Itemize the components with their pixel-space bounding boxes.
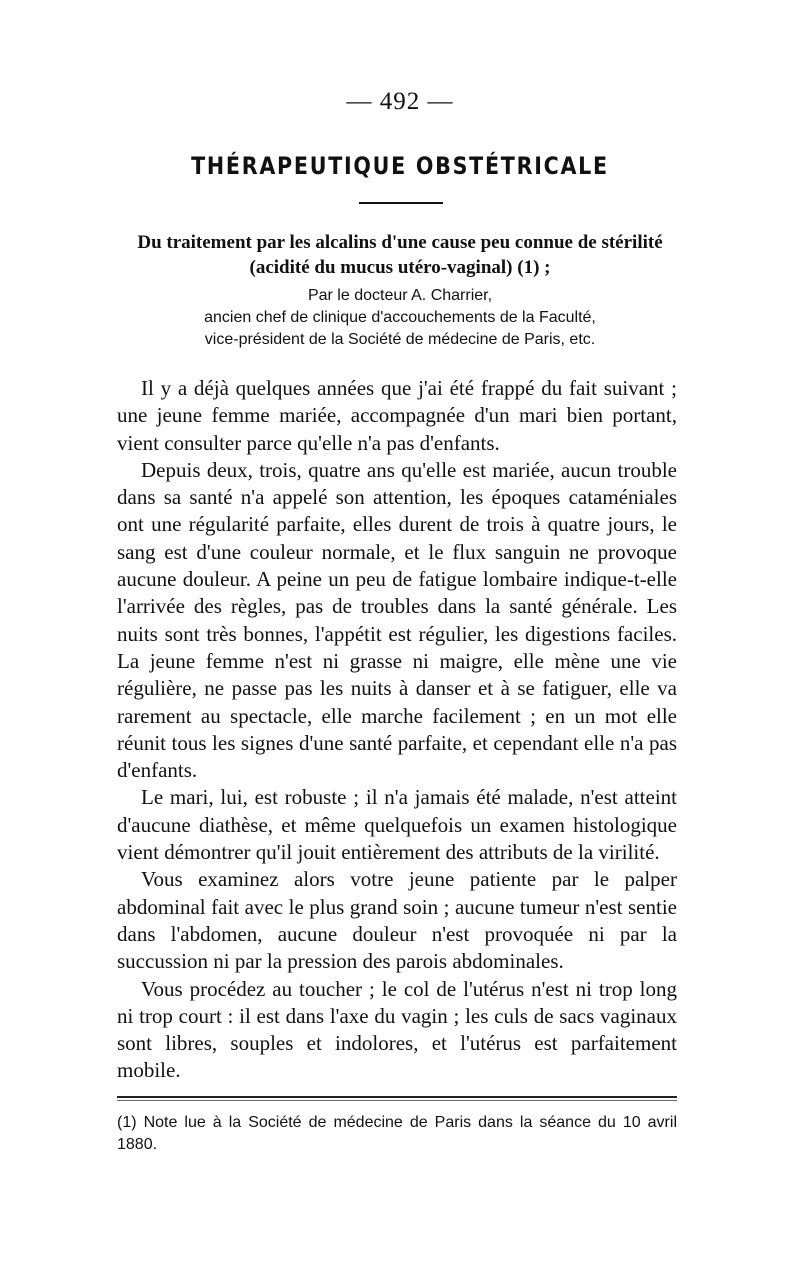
section-title: THÉRAPEUTIQUE OBSTÉTRICALE bbox=[191, 152, 609, 180]
paragraph: Vous examinez alors votre jeune patiente par le palper abdominal fait avec le plus grand soin ; aucune tumeur n'est sentie dans l'abdomen, aucune douleur n'est provoquée ni par la succussion ni par la pression des parois abdominales. bbox=[117, 867, 677, 974]
paragraph: Depuis deux, trois, quatre ans qu'elle est mariée, aucun trouble dans sa santé n'a appelé son attention, les époques cataméniales ont une régularité parfaite, elles durent de trois à quatre jours, le sang est d'une couleur normale, et le flux sanguin ne provoque aucune douleur. A peine un peu de fatigue lombaire indique-t-elle l'arrivée des règles, pas de troubles dans la santé générale. Les nuits sont très bonnes, l'appétit est régulier, les digestions faciles. La jeune femme n'est ni grasse ni maigre, elle mène une vie régulière, ne passe pas les nuits à danser et à se fatiguer, elle va rarement au spectacle, elle marche facilement ; en un mot elle réunit tous les signes d'une santé parfaite, et cependant elle n'a pas d'enfants. bbox=[117, 457, 677, 783]
author-byline bbox=[110, 285, 690, 351]
article-subtitle: Du traitement par les alcalins d'une cause peu connue de stérilité (acidité du mucus utéro-vaginal) (1) ; bbox=[137, 232, 663, 278]
paragraph: Le mari, lui, est robuste ; il n'a jamais été malade, n'est atteint d'aucune diathèse, et même quelquefois un examen histologique vient démontrer qu'il jouit entièrement des attributs de la virilité. bbox=[117, 785, 677, 865]
paragraph: Vous procédez au toucher ; le col de l'utérus n'est ni trop long ni trop court : il est dans l'axe du vagin ; les culs de sacs vaginaux sont libres, souples et indolores, et l'utérus est parfaitement mobile. bbox=[117, 976, 677, 1083]
page-number: — 492 — bbox=[346, 88, 454, 115]
byline-line: vice-président de la Société de médecine de Paris, etc. bbox=[204, 331, 596, 348]
footnote: (1) Note lue à la Société de médecine de Paris dans la séance du 10 avril 1880. bbox=[117, 1114, 677, 1153]
byline-line: ancien chef de clinique d'accouchements de la Faculté, bbox=[204, 309, 596, 326]
footnote-divider-thin bbox=[117, 1100, 677, 1101]
paragraph: Il y a déjà quelques années que j'ai été frappé du fait suivant ; une jeune femme mariée, accompagnée d'un mari bien portant, vient consulter parce qu'elle n'a pas d'enfants. bbox=[117, 376, 677, 455]
body-text bbox=[117, 375, 677, 1085]
footnote-divider bbox=[117, 1096, 677, 1098]
byline-line: Par le docteur A. Charrier, bbox=[307, 287, 493, 304]
title-divider bbox=[359, 202, 443, 204]
